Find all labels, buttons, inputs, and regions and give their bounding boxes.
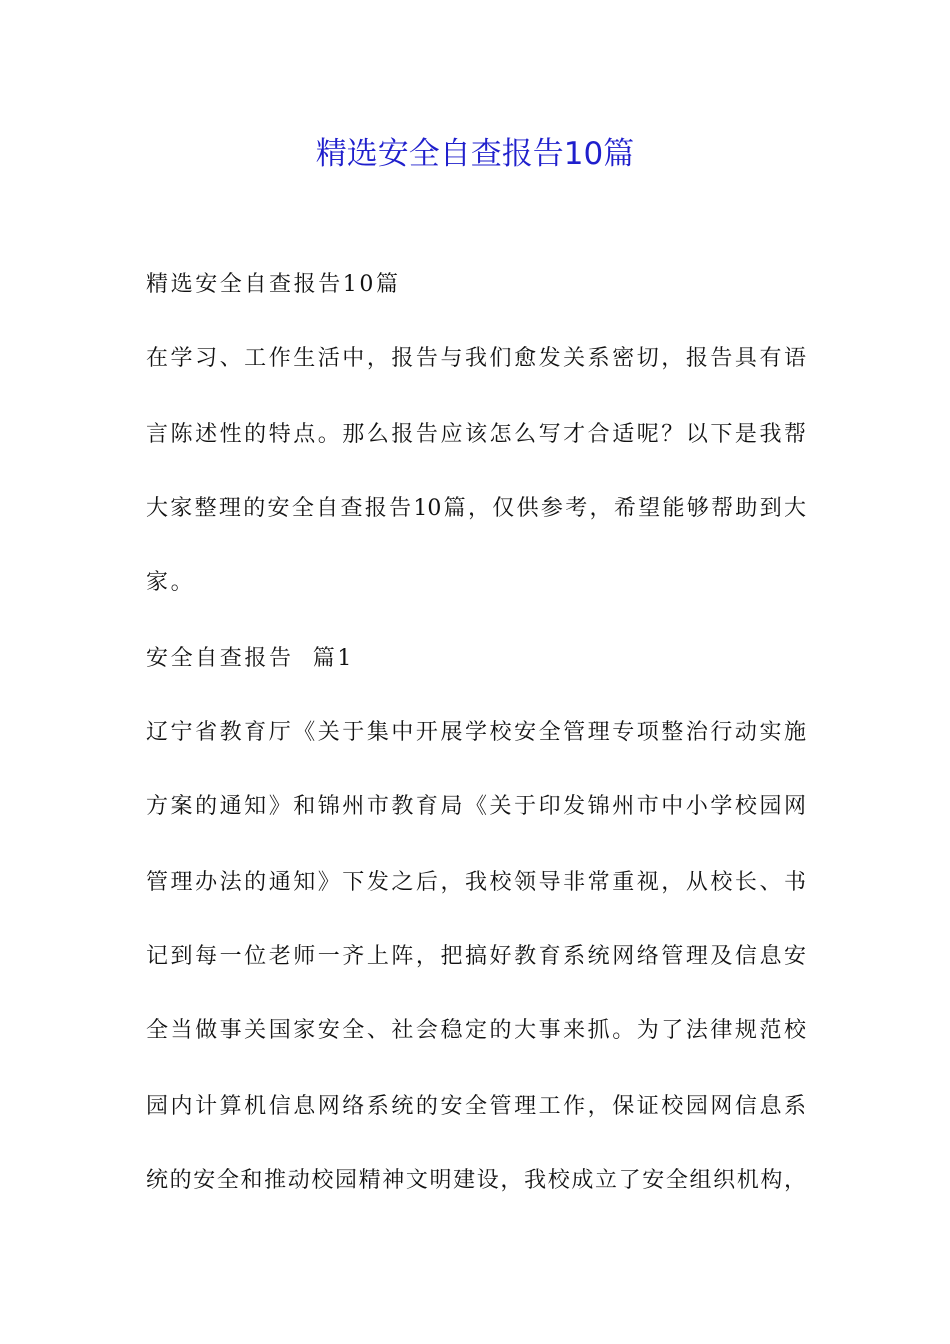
body-line-6: 园内计算机信息网络系统的安全管理工作，保证校园网信息系 [146,1094,806,1119]
document-title: 精选安全自查报告10篇 [315,136,635,172]
body-line-3: 管理办法的通知》下发之后，我校领导非常重视，从校长、书 [146,870,806,895]
section-heading: 安全自查报告 篇1 [146,646,354,671]
body-line-1: 辽宁省教育厅《关于集中开展学校安全管理专项整治行动实施 [146,720,806,745]
body-line-4: 记到每一位老师一齐上阵，把搞好教育系统网络管理及信息安 [146,944,806,969]
intro-line-1: 在学习、工作生活中，报告与我们愈发关系密切，报告具有语 [146,346,806,371]
body-line-2: 方案的通知》和锦州市教育局《关于印发锦州市中小学校园网 [146,794,806,819]
intro-line-2: 言陈述性的特点。那么报告应该怎么写才合适呢？以下是我帮 [146,422,806,447]
intro-line-3: 大家整理的安全自查报告10篇，仅供参考，希望能够帮助到大 [146,496,806,521]
body-line-5: 全当做事关国家安全、社会稳定的大事来抓。为了法律规范校 [146,1018,806,1043]
intro-line-4: 家。 [146,570,196,595]
document-subtitle: 精选安全自查报告10篇 [146,272,401,297]
body-line-7: 统的安全和推动校园精神文明建设，我校成立了安全组织机构， [146,1168,806,1193]
